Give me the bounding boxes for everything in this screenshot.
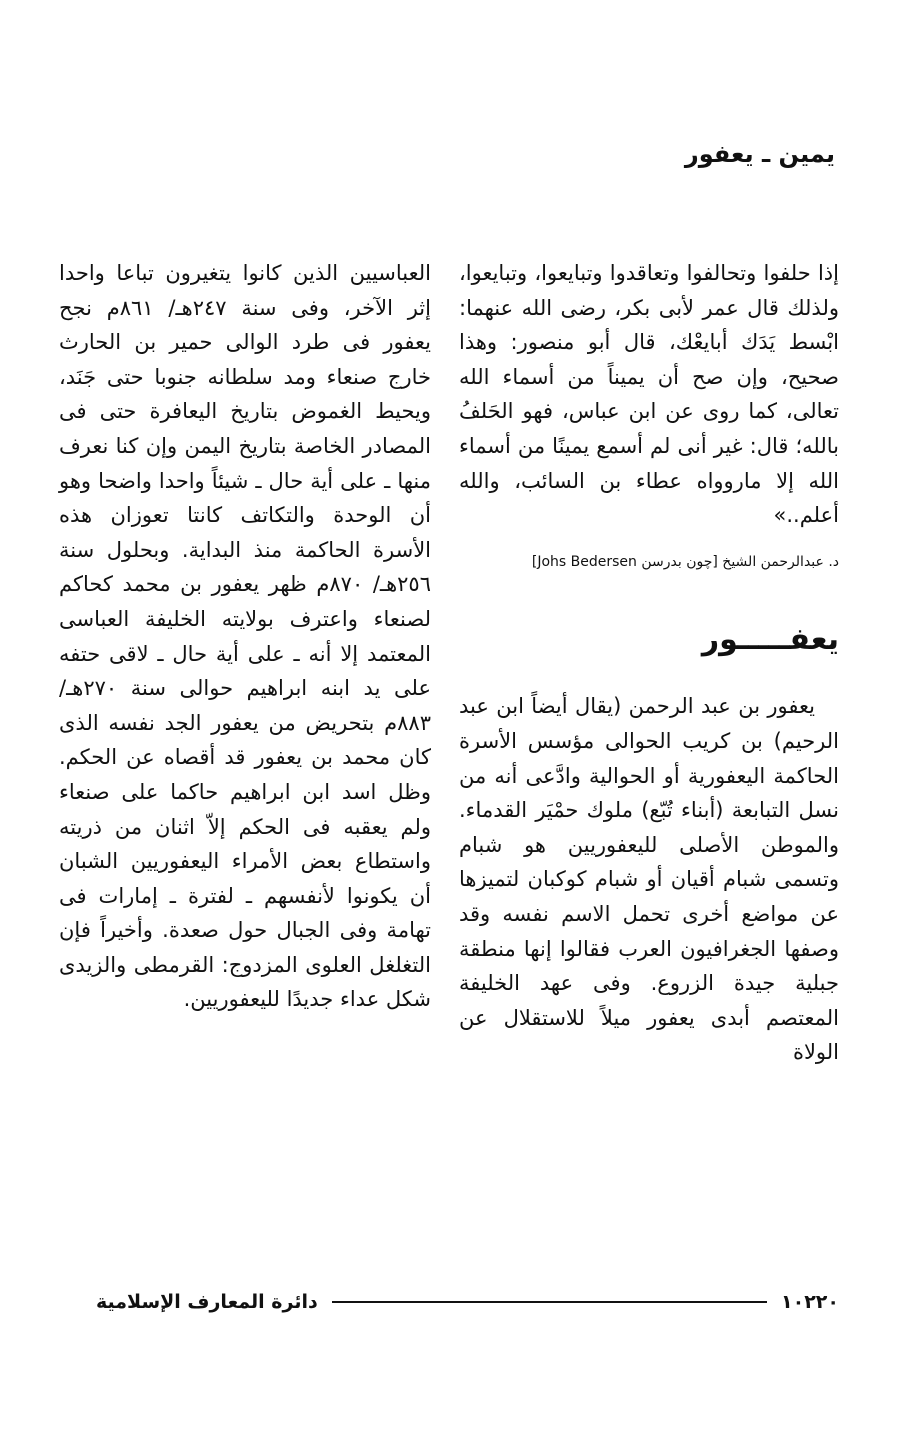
publication-title: دائرة المعارف الإسلامية [96, 1291, 318, 1313]
left-column [59, 256, 431, 1017]
page-number: ١٠٢٢٠ [781, 1291, 839, 1313]
author-citation: د. عبدالرحمن الشيخ [چون بدرسن Johs Bedersen] [531, 553, 839, 570]
yafur-article-start: يعفور بن عبد الرحمن (يقال أيضاً ابن عبد الرحيم) بن كريب الحوالى مؤسس الأسرة الحاكمة اليعفورية أو الحوالية وادَّعى أنه من نسل التبابعة (أبناء تُبّع) ملوك حمْيَر القدماء. والموطن الأصلى لليعفوريين هو شبام وتسمى شبام أقيان أو شبام كوكبان لتميزها عن مواضع أخرى تحمل الاسم نفسه وقد وصفها الجغرافيون العرب فقالوا إنها منطقة جبلية جيدة الزروع. وفى عهد الخليفة المعتصم أبدى يعفور ميلاً للاستقلال عن الولاة [459, 694, 839, 1065]
article-heading [459, 623, 839, 658]
yafur-article-continuation: العباسيين الذين كانوا يتغيرون تباعا واحدا إثر الآخر، وفى سنة ٢٤٧هـ/ ٨٦١م نجح يعفور فى طرد الوالى حمير بن الحارث خارج صنعاء ومد سلطانه جنوبا حتى جَنَد، ويحيط الغموض بتاريخ اليعافرة حتى فى المصادر الخاصة بتاريخ اليمن وإن كنا نعرف منها ـ على أية حال ـ شيئاً واحدا واضحا وهو أن الوحدة والتكاتف كانتا تعوزان هذه الأسرة الحاكمة منذ البداية. وبحلول سنة ٢٥٦هـ/ ٨٧٠م ظهر يعفور بن محمد كحاكم لصنعاء واعترف بولايته الخليفة العباسى المعتمد إلا أنه ـ على أية حال ـ لاقى حتفه على يد ابنه ابراهيم حوالى سنة ٢٧٠هـ/ ٨٨٣م بتحريض من يعفور الجد نفسه الذى كان محمد بن يعفور قد أقصاه عن الحكم. وظل اسد ابن ابراهيم حاكما على صنعاء ولم يعقبه فى الحكم إلاّ اثنان من ذريته واستطاع بعض الأمراء اليعفوريين الشبان أن يكونوا لأنفسهم ـ لفترة ـ إمارات فى تهامة وفى الجبال حول صعدة. وأخيراً فإن التغلغل العلوى المزدوج: القرمطى والزيدى شكل عداء جديدًا لليعفوريين. [59, 261, 431, 1012]
yamin-article-ending: إذا حلفوا وتحالفوا وتعاقدوا وتبايعوا، وتبايعوا، ولذلك قال عمر لأبى بكر، رضى الله عنهما: ابْسط يَدَك أبايعْك، قال أبو منصور: وهذا صحيح، وإن صح أن يميناً من أسماء الله تعالى، كما روى عن ابن عباس، فهو الحَلفُ بالله؛ قال: غير أنى لم أسمع يمينًا من أسماء الله إلا ماروواه عطاء بن السائب، والله أعلم..» [459, 261, 839, 528]
footer-rule [332, 1301, 767, 1303]
right-column [459, 256, 839, 1070]
article-heading-text: يعفـــــور [701, 621, 839, 657]
running-header: يمين ـ يعفور [684, 140, 835, 168]
page-footer [96, 1288, 839, 1316]
